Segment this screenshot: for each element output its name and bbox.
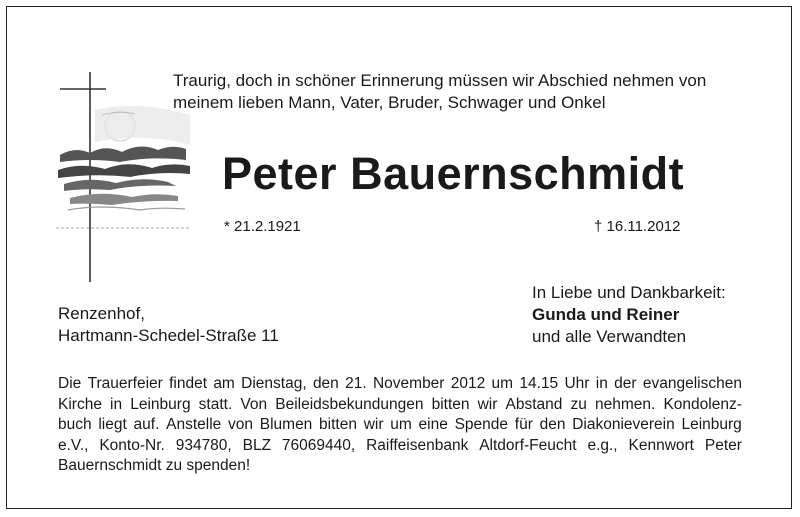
signature-line: In Liebe und Dankbarkeit: bbox=[532, 283, 726, 302]
notice-word: Peter bbox=[704, 436, 742, 454]
notice-word: Konto-Nr. bbox=[99, 436, 165, 454]
notice-word: evangelischen bbox=[642, 375, 742, 392]
intro-line: meinem lieben Mann, Vater, Bruder, Schwager und Onkel bbox=[173, 93, 606, 112]
notice-word: Anstelle bbox=[166, 416, 222, 434]
notice-word: für bbox=[514, 416, 533, 434]
notice-word: um bbox=[390, 416, 412, 434]
address-line: Renzenhof, bbox=[58, 304, 145, 323]
notice-word: bitten bbox=[319, 416, 357, 434]
notice-word: 934780, bbox=[175, 436, 232, 454]
notice-line bbox=[58, 436, 742, 457]
death-date: † 16.11.2012 bbox=[594, 218, 681, 235]
notice-word: wir bbox=[363, 416, 384, 434]
notice-word: 21. bbox=[345, 375, 367, 392]
notice-word: Leinburg bbox=[681, 416, 742, 434]
notice-word: zu bbox=[570, 395, 587, 413]
notice-word: nehmen. bbox=[595, 395, 656, 413]
notice-word: 14.15 bbox=[519, 375, 559, 392]
notice-word: November bbox=[372, 375, 445, 392]
notice-word: in bbox=[110, 395, 123, 413]
notice-word: Dienstag, bbox=[241, 375, 307, 392]
address-line: Hartmann-Schedel-Straße 11 bbox=[58, 326, 279, 345]
notice-word: den bbox=[312, 375, 339, 392]
intro-text bbox=[173, 70, 773, 114]
notice-word: 76069440, bbox=[281, 436, 356, 454]
notice-word: findet bbox=[169, 375, 208, 392]
notice-word: liegt bbox=[98, 416, 127, 434]
notice-word: BLZ bbox=[242, 436, 272, 454]
notice-word: eine bbox=[418, 416, 448, 434]
signature-line: und alle Verwandten bbox=[532, 327, 687, 346]
notice-word: bitten bbox=[431, 395, 470, 413]
notice-line bbox=[58, 395, 742, 416]
notice-word: der bbox=[614, 375, 637, 392]
notice-word: Kennwort bbox=[628, 436, 694, 454]
notice-word: auf. bbox=[133, 416, 160, 434]
notice-word: Raiffeisenbank bbox=[366, 436, 469, 454]
notice-word: Diakonieverein bbox=[572, 416, 675, 434]
notice-word: Bauernschmidt zu spenden! bbox=[58, 457, 251, 475]
notice-word: in bbox=[595, 375, 608, 392]
notice-word: Trauerfeier bbox=[87, 375, 163, 392]
notice-word: den bbox=[539, 416, 566, 434]
birth-date: * 21.2.1921 bbox=[224, 218, 301, 235]
notice-line bbox=[58, 456, 742, 477]
notice-word: wir bbox=[477, 395, 498, 413]
signature-names: Gunda und Reiner bbox=[532, 305, 680, 324]
notice-word: e.V., bbox=[58, 436, 89, 454]
notice-word: buch bbox=[58, 416, 92, 434]
notice-word: Uhr bbox=[564, 375, 590, 392]
notice-line bbox=[58, 415, 742, 436]
notice-word: um bbox=[491, 375, 514, 392]
notice-word: Kondolenz- bbox=[663, 395, 742, 413]
notice-word: Beileidsbekundungen bbox=[275, 395, 424, 413]
notice-word: 2012 bbox=[450, 375, 486, 392]
notice-word: Spende bbox=[454, 416, 509, 434]
deceased-name: Peter Bauernschmidt bbox=[222, 148, 685, 199]
notice-word: e.g., bbox=[587, 436, 618, 454]
intro-line: Traurig, doch in schöner Erinnerung müssen wir Abschied nehmen von bbox=[173, 71, 707, 90]
funeral-notice-paragraph bbox=[58, 374, 742, 477]
signature-block bbox=[532, 282, 726, 348]
notice-word: statt. bbox=[198, 395, 233, 413]
notice-word: am bbox=[213, 375, 235, 392]
notice-word: Leinburg bbox=[130, 395, 191, 413]
notice-word: Altdorf-Feucht bbox=[479, 436, 577, 454]
notice-word: Von bbox=[240, 395, 268, 413]
notice-line bbox=[58, 374, 742, 395]
address-block bbox=[58, 303, 279, 347]
notice-word: Blumen bbox=[259, 416, 313, 434]
notice-word: Abstand bbox=[505, 395, 563, 413]
notice-word: von bbox=[228, 416, 254, 434]
notice-word: Kirche bbox=[58, 395, 102, 413]
notice-word: Die bbox=[58, 375, 82, 392]
